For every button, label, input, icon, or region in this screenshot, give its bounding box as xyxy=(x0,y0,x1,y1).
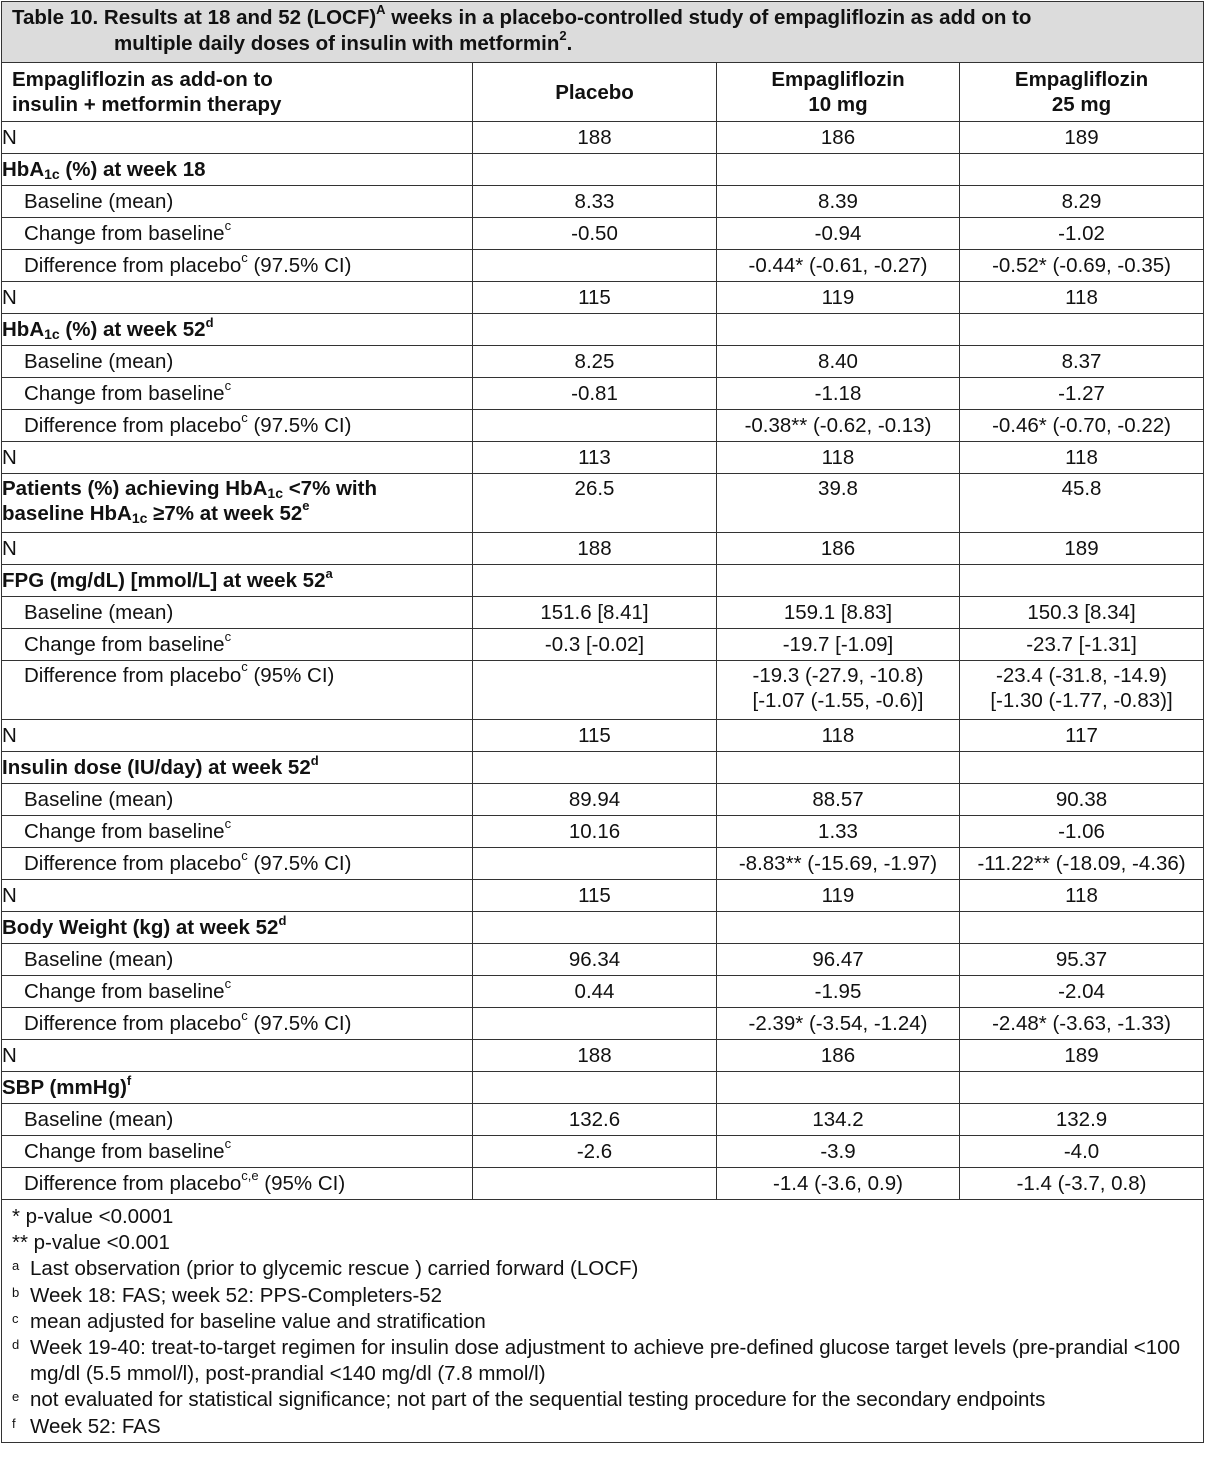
cell-placebo xyxy=(473,661,717,720)
label-part: Change from baseline xyxy=(24,381,225,405)
label-part: Difference from placebo xyxy=(24,253,242,277)
label-part: (97.5% CI) xyxy=(247,413,352,437)
row-label: Baseline (mean) xyxy=(2,944,473,976)
label-part: (97.5% CI) xyxy=(247,851,352,875)
section-label xyxy=(2,314,473,346)
table-row xyxy=(2,880,1204,912)
row-label xyxy=(2,661,473,720)
cell-empa10: -2.39* (-3.54, -1.24) xyxy=(717,1008,960,1040)
table-row xyxy=(2,944,1204,976)
label-part: HbA xyxy=(2,157,45,181)
caption-line-2 xyxy=(12,28,1193,57)
row-label xyxy=(2,816,473,848)
cell-empty xyxy=(473,912,717,944)
caption-text-2: multiple daily doses of insulin with metformin xyxy=(114,32,560,55)
footnote-text: mean adjusted for baseline value and stratification xyxy=(30,1309,486,1333)
cell-placebo: 188 xyxy=(473,1040,717,1072)
cell-empa10: 1.33 xyxy=(717,816,960,848)
label-sup: c xyxy=(224,1135,232,1151)
label-sub: 1c xyxy=(131,510,148,526)
header-empa10-line1: Empagliflozin xyxy=(771,68,905,91)
cell-empa10: -8.83** (-15.69, -1.97) xyxy=(717,848,960,880)
cell-empty xyxy=(960,752,1204,784)
table-row xyxy=(2,122,1204,154)
header-therapy-line2: insulin + metformin therapy xyxy=(12,93,282,116)
label-sup: c xyxy=(224,377,232,393)
section-label xyxy=(2,565,473,597)
row-label: N xyxy=(2,1040,473,1072)
label-sub: 1c xyxy=(44,325,60,342)
cell-placebo xyxy=(473,1168,717,1200)
label-part: Change from baseline xyxy=(24,221,225,245)
table-row xyxy=(2,848,1204,880)
table-row xyxy=(2,250,1204,282)
table-row xyxy=(2,1168,1204,1200)
header-empa-25 xyxy=(960,63,1204,122)
cell-empa10: 186 xyxy=(717,1040,960,1072)
row-label xyxy=(2,1008,473,1040)
label-sup: d xyxy=(205,314,214,330)
footnote-b xyxy=(12,1283,1193,1309)
cell-empa25: -1.02 xyxy=(960,218,1204,250)
table-row xyxy=(2,816,1204,848)
caption-text-1b: weeks in a placebo-controlled study of empagliflozin as add on to xyxy=(385,6,1032,29)
table-row xyxy=(2,218,1204,250)
label-sup: c xyxy=(241,659,248,674)
footnote-mark: a xyxy=(12,1258,20,1274)
footnote-c xyxy=(12,1309,1193,1335)
header-empa25-line1: Empagliflozin xyxy=(1014,68,1149,91)
cell-empa25: 118 xyxy=(960,282,1204,314)
row-label: Baseline (mean) xyxy=(2,597,473,629)
cell-placebo: 26.5 xyxy=(473,474,717,533)
table-row xyxy=(2,474,1204,533)
label-part: (%) at week 18 xyxy=(59,157,206,181)
label-sup: f xyxy=(126,1072,132,1088)
cell-empa25: -1.06 xyxy=(960,816,1204,848)
footnote-mark: c xyxy=(12,1310,19,1326)
row-label: N xyxy=(2,880,473,912)
label-sup: d xyxy=(278,912,287,928)
table-row xyxy=(2,597,1204,629)
cell-placebo xyxy=(473,410,717,442)
cell-empa25: -23.7 [-1.31] xyxy=(960,629,1204,661)
cell-empa25: -0.52* (-0.69, -0.35) xyxy=(960,250,1204,282)
row-label xyxy=(2,629,473,661)
row-label xyxy=(2,1136,473,1168)
header-therapy-line1: Empagliflozin as add-on to xyxy=(12,68,273,91)
cell-empa10: 119 xyxy=(717,282,960,314)
row-label: N xyxy=(2,122,473,154)
label-part: (97.5% CI) xyxy=(247,253,352,277)
footnote-f xyxy=(12,1414,1193,1440)
label-part: Difference from placebo xyxy=(24,413,242,437)
cell-empty xyxy=(960,154,1204,186)
row-label: N xyxy=(2,533,473,565)
label-sup: c xyxy=(224,628,232,644)
cell-empa10: 119 xyxy=(717,880,960,912)
cell-empa25: 8.37 xyxy=(960,346,1204,378)
cell-empty xyxy=(473,565,717,597)
label-sup: c xyxy=(241,249,248,265)
footnote-e xyxy=(12,1387,1193,1413)
label-sup: c xyxy=(241,847,248,863)
section-label xyxy=(2,752,473,784)
cell-placebo: 188 xyxy=(473,533,717,565)
footnote-mark: b xyxy=(12,1284,20,1300)
row-label xyxy=(2,218,473,250)
table-row xyxy=(2,186,1204,218)
label-sup: c xyxy=(241,1007,248,1023)
cell-empty xyxy=(717,1072,960,1104)
footnote-d xyxy=(12,1335,1193,1387)
cell-empty xyxy=(717,565,960,597)
cell-empa10: 88.57 xyxy=(717,784,960,816)
cell-empa25: -1.4 (-3.7, 0.8) xyxy=(960,1168,1204,1200)
cell-empty xyxy=(717,314,960,346)
footnote-mark: e xyxy=(12,1389,20,1405)
row-label: Baseline (mean) xyxy=(2,186,473,218)
cell-empa25: 117 xyxy=(960,720,1204,752)
cell-empty xyxy=(473,314,717,346)
cell-empa10: -0.94 xyxy=(717,218,960,250)
cell-placebo xyxy=(473,1008,717,1040)
cell-placebo: 113 xyxy=(473,442,717,474)
label-sup: c xyxy=(224,217,232,233)
table-row xyxy=(2,282,1204,314)
label-sup: e xyxy=(302,498,310,513)
cell-empa10: -19.7 [-1.09] xyxy=(717,629,960,661)
section-label xyxy=(2,154,473,186)
table-row xyxy=(2,378,1204,410)
cell-placebo xyxy=(473,848,717,880)
cell-placebo: 8.33 xyxy=(473,186,717,218)
cell-empa10: 39.8 xyxy=(717,474,960,533)
cell-empty xyxy=(960,314,1204,346)
table-row xyxy=(2,410,1204,442)
label-part: ≥7% at week 52 xyxy=(147,502,303,525)
cell-placebo: 132.6 xyxy=(473,1104,717,1136)
cell-empa10: -1.18 xyxy=(717,378,960,410)
cell-line: -19.3 (-27.9, -10.8) xyxy=(752,664,924,687)
row-label: Baseline (mean) xyxy=(2,1104,473,1136)
cell-empty xyxy=(717,752,960,784)
label-part: Patients (%) achieving HbA xyxy=(2,477,268,500)
cell-line: [-1.30 (-1.77, -0.83)] xyxy=(990,689,1173,712)
cell-empa25: 132.9 xyxy=(960,1104,1204,1136)
table-row xyxy=(2,720,1204,752)
footnote-mark: d xyxy=(12,1337,20,1353)
cell-empa10: 159.1 [8.83] xyxy=(717,597,960,629)
cell-placebo: 115 xyxy=(473,282,717,314)
cell-empa10 xyxy=(717,661,960,720)
cell-empa25: 150.3 [8.34] xyxy=(960,597,1204,629)
cell-empty xyxy=(960,912,1204,944)
cell-empa10: 134.2 xyxy=(717,1104,960,1136)
row-label xyxy=(2,848,473,880)
cell-empa25: -0.46* (-0.70, -0.22) xyxy=(960,410,1204,442)
table-row xyxy=(2,1040,1204,1072)
label-part: <7% with xyxy=(283,477,377,500)
label-part: (97.5% CI) xyxy=(247,1011,352,1035)
cell-empa25 xyxy=(960,661,1204,720)
cell-empa10: -0.44* (-0.61, -0.27) xyxy=(717,250,960,282)
cell-empa25: -4.0 xyxy=(960,1136,1204,1168)
table-row xyxy=(2,784,1204,816)
footnote-text: Last observation (prior to glycemic rescue ) carried forward (LOCF) xyxy=(30,1257,639,1281)
section-label xyxy=(2,474,473,533)
label-sup: c,e xyxy=(241,1167,259,1183)
cell-placebo xyxy=(473,250,717,282)
cell-empa10: 8.40 xyxy=(717,346,960,378)
table-row xyxy=(2,442,1204,474)
caption-sup-2: 2 xyxy=(559,28,567,43)
label-part: Insulin dose (IU/day) at week 52 xyxy=(2,755,311,779)
caption-end: . xyxy=(566,32,573,55)
table-row xyxy=(2,1104,1204,1136)
footnotes-row xyxy=(2,1200,1204,1443)
table-row xyxy=(2,661,1204,720)
cell-empty xyxy=(960,1072,1204,1104)
cell-empa10: -0.38** (-0.62, -0.13) xyxy=(717,410,960,442)
cell-empa25: 95.37 xyxy=(960,944,1204,976)
footnote-text: not evaluated for statistical significance; not part of the sequential testing procedure for the secondary endpoints xyxy=(30,1388,1046,1412)
cell-placebo: 151.6 [8.41] xyxy=(473,597,717,629)
section-row xyxy=(2,154,1204,186)
label-part: SBP (mmHg) xyxy=(2,1075,127,1099)
cell-empa25: -2.48* (-3.63, -1.33) xyxy=(960,1008,1204,1040)
label-sup: c xyxy=(241,409,248,425)
label-part: Change from baseline xyxy=(24,979,225,1003)
cell-line: [-1.07 (-1.55, -0.6)] xyxy=(752,689,924,712)
cell-empa25: -2.04 xyxy=(960,976,1204,1008)
label-sup: a xyxy=(325,565,333,581)
results-table-container xyxy=(1,1,1203,1443)
row-label: Baseline (mean) xyxy=(2,346,473,378)
label-part: Difference from placebo xyxy=(24,1171,242,1195)
caption-text-1: Table 10. Results at 18 and 52 (LOCF) xyxy=(12,6,377,29)
cell-empa25: 189 xyxy=(960,1040,1204,1072)
label-part: FPG (mg/dL) [mmol/L] at week 52 xyxy=(2,568,326,592)
table-row xyxy=(2,346,1204,378)
cell-empa25: 8.29 xyxy=(960,186,1204,218)
table-caption xyxy=(2,2,1204,63)
label-part: Difference from placebo xyxy=(24,1011,242,1035)
table-row xyxy=(2,1136,1204,1168)
header-empa-10 xyxy=(717,63,960,122)
cell-empa10: 186 xyxy=(717,533,960,565)
section-row xyxy=(2,752,1204,784)
cell-empa25: 118 xyxy=(960,880,1204,912)
cell-empa25: 90.38 xyxy=(960,784,1204,816)
footnote-text: Week 18: FAS; week 52: PPS-Completers-52 xyxy=(30,1283,443,1307)
footnote-text: Week 19-40: treat-to-target regimen for insulin dose adjustment to achieve pre-defined glucose target levels (pre-prandial <100 mg/dl (5.5 mmol/l), post-prandial <140 mg/dl (7.8 mmol/l) xyxy=(30,1336,1180,1386)
cell-empty xyxy=(473,752,717,784)
label-part: baseline HbA xyxy=(2,502,132,525)
label-sup: d xyxy=(310,752,319,768)
cell-empa25: -1.27 xyxy=(960,378,1204,410)
header-placebo: Placebo xyxy=(473,63,717,122)
cell-empty xyxy=(473,154,717,186)
cell-empa10: -1.95 xyxy=(717,976,960,1008)
row-label xyxy=(2,250,473,282)
cell-empa10: 186 xyxy=(717,122,960,154)
footnote-a xyxy=(12,1256,1193,1282)
label-part: Change from baseline xyxy=(24,632,225,656)
cell-placebo: 188 xyxy=(473,122,717,154)
cell-placebo: -0.3 [-0.02] xyxy=(473,629,717,661)
cell-empty xyxy=(960,565,1204,597)
row-label xyxy=(2,378,473,410)
section-label xyxy=(2,1072,473,1104)
label-sup: c xyxy=(224,815,232,831)
label-part: HbA xyxy=(2,317,45,341)
cell-empa10: 8.39 xyxy=(717,186,960,218)
section-row xyxy=(2,912,1204,944)
results-table xyxy=(1,1,1204,1443)
table-row xyxy=(2,1008,1204,1040)
section-row xyxy=(2,1072,1204,1104)
label-part: Change from baseline xyxy=(24,819,225,843)
footnote-star2: ** p-value <0.001 xyxy=(12,1231,170,1255)
label-sub: 1c xyxy=(44,165,60,182)
cell-line: -23.4 (-31.8, -14.9) xyxy=(996,664,1167,687)
footnote-text: Week 52: FAS xyxy=(30,1414,161,1438)
label-part: Change from baseline xyxy=(24,1139,225,1163)
row-label xyxy=(2,976,473,1008)
cell-empa25: 189 xyxy=(960,533,1204,565)
label-part: (95% CI) xyxy=(258,1171,346,1195)
cell-placebo: 0.44 xyxy=(473,976,717,1008)
header-row xyxy=(2,63,1204,122)
row-label: Baseline (mean) xyxy=(2,784,473,816)
table-row xyxy=(2,533,1204,565)
cell-empa25: 118 xyxy=(960,442,1204,474)
cell-placebo: 89.94 xyxy=(473,784,717,816)
footnotes xyxy=(2,1200,1204,1443)
cell-placebo: 115 xyxy=(473,880,717,912)
section-label xyxy=(2,912,473,944)
cell-placebo: 8.25 xyxy=(473,346,717,378)
caption-sup: A xyxy=(376,2,386,17)
header-therapy xyxy=(2,63,473,122)
header-empa25-line2: 25 mg xyxy=(1051,93,1112,116)
label-part: Difference from placebo xyxy=(24,664,242,687)
row-label xyxy=(2,1168,473,1200)
label-sub: 1c xyxy=(267,485,283,501)
table-row xyxy=(2,976,1204,1008)
cell-empa10: 118 xyxy=(717,442,960,474)
header-empa10-line2: 10 mg xyxy=(808,93,868,116)
cell-empa10: -1.4 (-3.6, 0.9) xyxy=(717,1168,960,1200)
row-label: N xyxy=(2,282,473,314)
cell-empa25: 45.8 xyxy=(960,474,1204,533)
row-label: N xyxy=(2,720,473,752)
label-part: (%) at week 52 xyxy=(59,317,206,341)
label-part: Difference from placebo xyxy=(24,851,242,875)
row-label: N xyxy=(2,442,473,474)
label-part: Body Weight (kg) at week 52 xyxy=(2,915,279,939)
cell-empa10: 118 xyxy=(717,720,960,752)
footnote-mark: f xyxy=(12,1415,16,1431)
cell-placebo: -2.6 xyxy=(473,1136,717,1168)
cell-empa25: -11.22** (-18.09, -4.36) xyxy=(960,848,1204,880)
cell-empa10: 96.47 xyxy=(717,944,960,976)
row-label xyxy=(2,410,473,442)
cell-empty xyxy=(717,912,960,944)
caption-row xyxy=(2,2,1204,63)
label-part: (95% CI) xyxy=(247,664,335,687)
section-row xyxy=(2,565,1204,597)
cell-empa25: 189 xyxy=(960,122,1204,154)
cell-placebo: -0.50 xyxy=(473,218,717,250)
cell-placebo: 115 xyxy=(473,720,717,752)
cell-empty xyxy=(473,1072,717,1104)
table-row xyxy=(2,629,1204,661)
cell-empa10: -3.9 xyxy=(717,1136,960,1168)
cell-placebo: 10.16 xyxy=(473,816,717,848)
cell-empty xyxy=(717,154,960,186)
cell-placebo: 96.34 xyxy=(473,944,717,976)
footnote-star1: * p-value <0.0001 xyxy=(12,1205,174,1228)
section-row xyxy=(2,314,1204,346)
label-sup: c xyxy=(224,975,232,991)
cell-placebo: -0.81 xyxy=(473,378,717,410)
